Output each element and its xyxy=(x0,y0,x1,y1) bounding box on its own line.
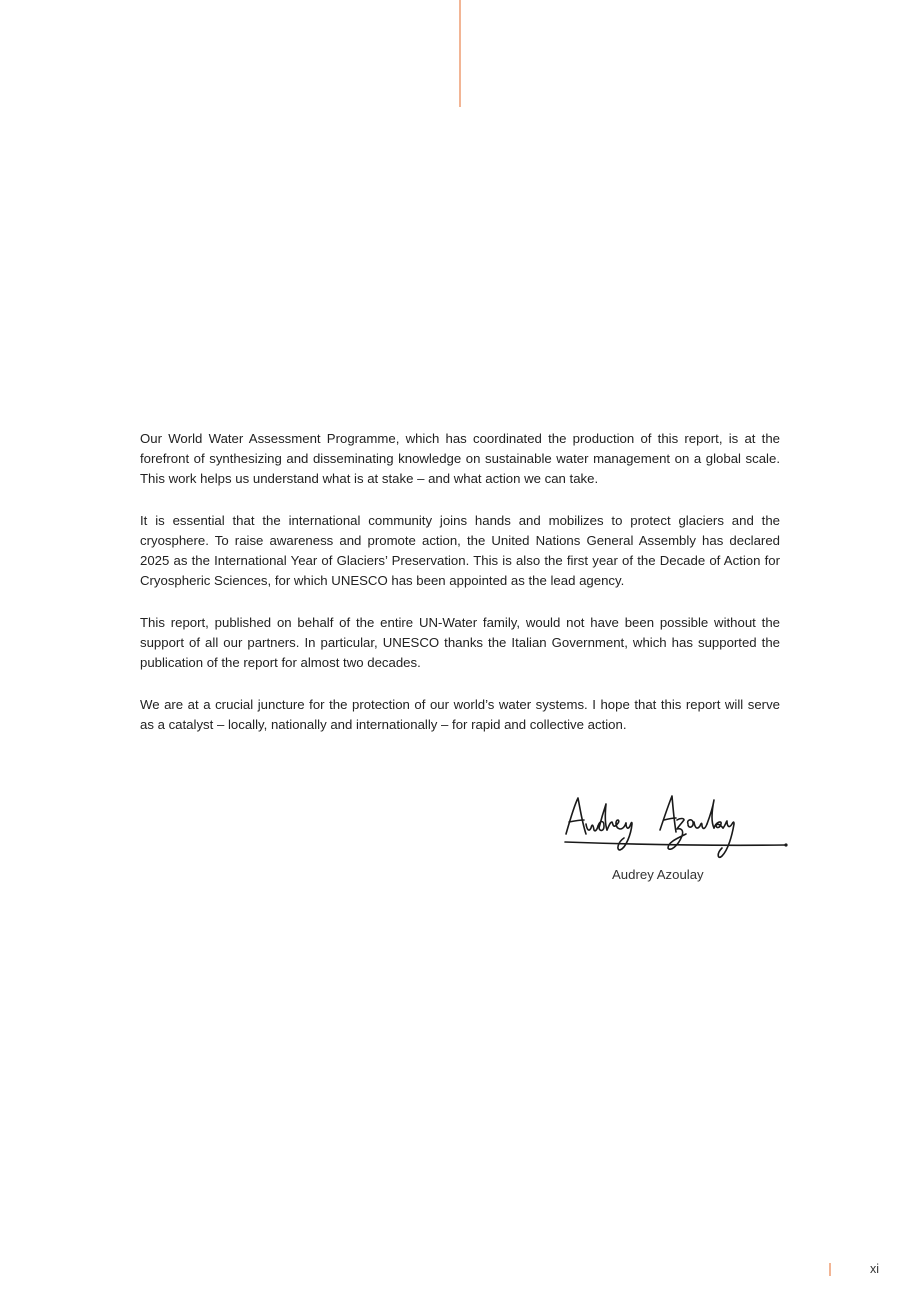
signature-image xyxy=(560,790,792,862)
letter-body xyxy=(140,429,780,757)
signatory-name: Audrey Azoulay xyxy=(612,867,704,882)
handwritten-signature xyxy=(560,790,792,862)
paragraph-3: This report, published on behalf of the entire UN-Water family, would not have been possible without the support of all our partners. In particular, UNESCO thanks the Italian Government, which has supported the publication of the report for almost two decades. xyxy=(140,615,780,670)
top-accent-rule xyxy=(459,0,461,107)
footer-accent-rule xyxy=(829,1263,831,1276)
paragraph-4: We are at a crucial juncture for the protection of our world’s water systems. I hope that this report will serve as a catalyst – locally, nationally and internationally – for rapid and collective action. xyxy=(140,697,780,732)
page-number: xi xyxy=(870,1262,880,1276)
paragraph-1: Our World Water Assessment Programme, which has coordinated the production of this report, is at the forefront of synthesizing and disseminating knowledge on sustainable water management on a global scale. This work helps us understand what is at stake – and what action we can take. xyxy=(140,431,780,486)
paragraph-2: It is essential that the international community joins hands and mobilizes to protect glaciers and the cryosphere. To raise awareness and promote action, the United Nations General Assembly has declared 2025 as the International Year of Glaciers’ Preservation. This is also the first year of the Decade of Action for Cryospheric Sciences, for which UNESCO has been appointed as the lead agency. xyxy=(140,513,780,588)
